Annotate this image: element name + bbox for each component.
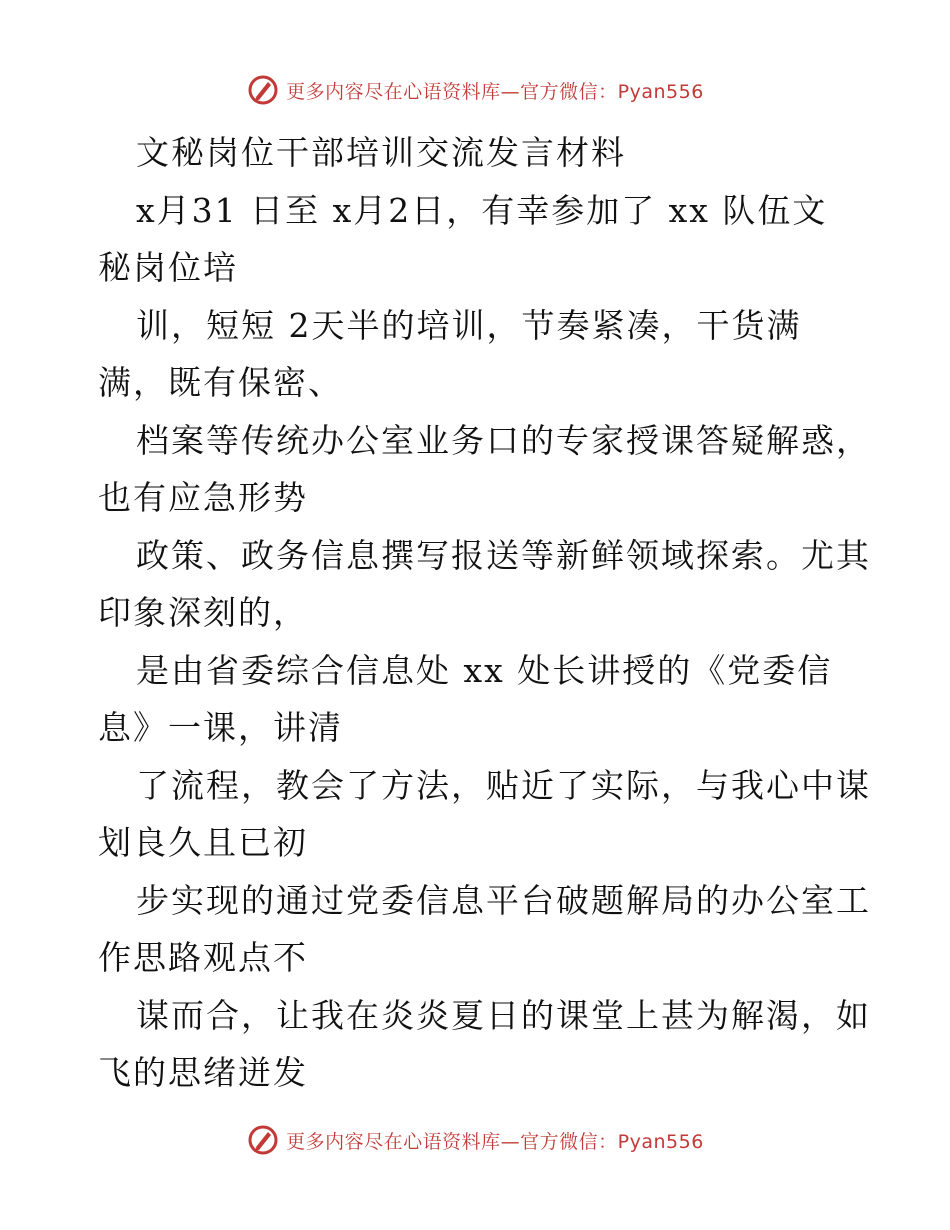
paragraph-line: 政策、政务信息撰写报送等新鲜领域探索。尤其 — [136, 535, 871, 575]
pen-circle-logo-icon — [246, 73, 280, 107]
paragraph-line: 满，既有保密、 — [98, 363, 343, 402]
paragraph-line: 秘岗位培 — [98, 248, 238, 287]
paragraph-line: 也有应急形势 — [98, 478, 308, 517]
document-title: 文秘岗位干部培训交流发言材料 — [136, 133, 626, 172]
paragraph-line: 谋而合，让我在炎炎夏日的课堂上甚为解渴，如 — [136, 995, 871, 1035]
document-body — [98, 124, 871, 1102]
paragraph-line: x月31 日至 x月2日，有幸参加了 xx 队伍文 — [136, 190, 828, 230]
paragraph-line: 飞的思绪迸发 — [98, 1053, 308, 1092]
paragraph-line: 息》一课，讲清 — [98, 708, 343, 747]
paragraph-line: 步实现的通过党委信息平台破题解局的办公室工 — [136, 880, 871, 920]
watermark-text: 更多内容尽在心语资料库—官方微信：Pyan556 — [286, 80, 704, 103]
paragraph-line: 作思路观点不 — [98, 938, 308, 977]
header-watermark-banner — [0, 70, 950, 110]
paragraph-line: 是由省委综合信息处 xx 处长讲授的《党委信 — [136, 650, 833, 690]
pen-circle-logo-icon — [246, 1123, 280, 1157]
footer-watermark-banner — [0, 1120, 950, 1160]
paragraph-line: 了流程，教会了方法，贴近了实际，与我心中谋 — [136, 765, 871, 805]
paragraph-line: 训，短短 2天半的培训，节奏紧凑，干货满 — [136, 305, 802, 345]
paragraph-line: 档案等传统办公室业务口的专家授课答疑解惑， — [136, 420, 871, 460]
paragraph-line: 印象深刻的， — [98, 593, 308, 632]
watermark-text: 更多内容尽在心语资料库—官方微信：Pyan556 — [286, 1130, 704, 1153]
paragraph-line: 划良久且已初 — [98, 823, 308, 862]
